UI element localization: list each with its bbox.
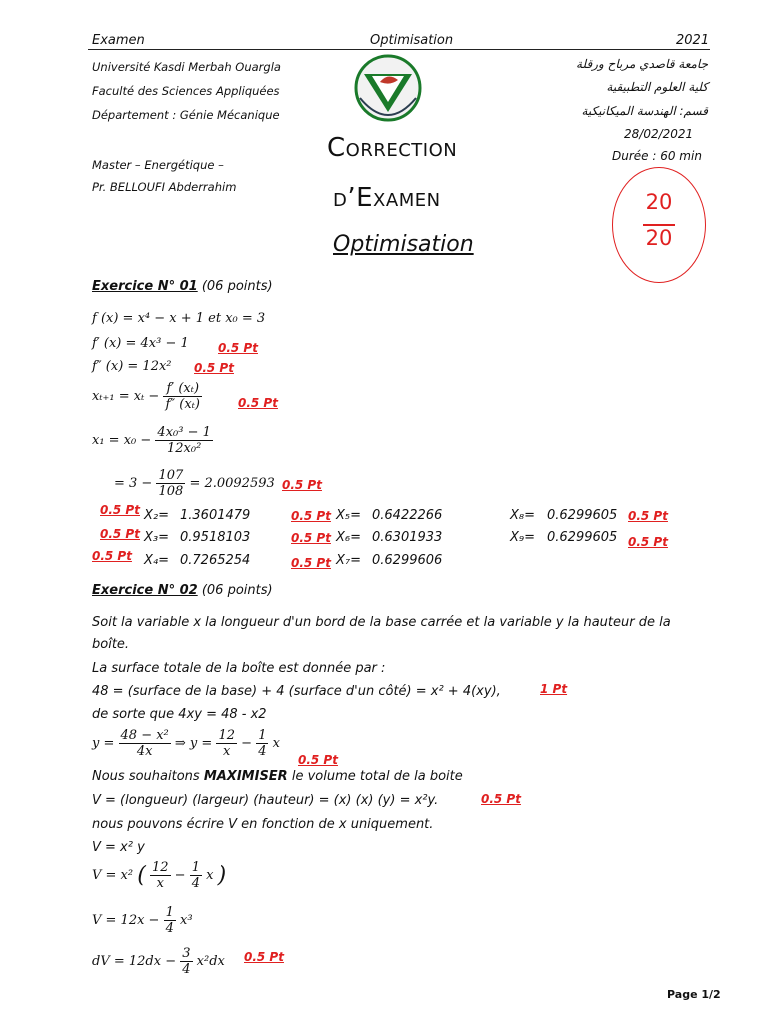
pt-x3: 0.5 Pt — [100, 527, 140, 541]
ex2-4xy: de sorte que 4xy = 48 - x2 — [92, 707, 267, 722]
pt-x5: 0.5 Pt — [291, 509, 331, 523]
iter-x9-label: X₉= — [510, 530, 536, 545]
y-end: x — [272, 736, 280, 751]
ex1-function: f (x) = x⁴ − x + 1 et x₀ = 3 — [92, 311, 266, 326]
iter-x5-label: X₅= — [336, 508, 362, 523]
x1-eq-pre: = 3 − — [114, 476, 153, 491]
y-den3: 4 — [258, 744, 267, 759]
ex2-paragraph2: La surface totale de la boîte est donnée par : — [92, 661, 386, 676]
v2-den: 4 — [165, 921, 174, 936]
score-numerator: 20 — [645, 190, 673, 214]
title-correction: Correction — [327, 133, 458, 163]
y-den2: x — [216, 743, 237, 759]
faculty-name-ar: كلية العلوم التطبيقية — [606, 80, 708, 94]
ex1-newton-formula — [92, 381, 202, 412]
newton-fraction — [163, 381, 201, 412]
ex2-v-of-x: nous pouvons écrire V en fonction de x uniquement. — [92, 817, 434, 832]
v1-num2: 1 — [191, 860, 200, 875]
ex1-x1-formula — [92, 425, 213, 456]
v1-den1: x — [150, 875, 171, 891]
professor-name: Pr. BELLOUFI Abderrahim — [92, 180, 237, 194]
ex1-second-derivative: f″ (x) = 12x² — [92, 359, 172, 374]
v2-num: 1 — [165, 905, 174, 920]
pt-newton: 0.5 Pt — [238, 396, 278, 410]
v1-minus: − — [174, 868, 186, 883]
iter-x7-value: 0.6299606 — [372, 553, 443, 568]
maximiser-post: le volume total de la boite — [291, 769, 463, 784]
v1-den2: 4 — [191, 876, 200, 891]
ex2-maximiser — [92, 766, 463, 788]
exam-duration: Durée : 60 min — [612, 149, 702, 163]
dv-num: 3 — [182, 946, 191, 961]
exercise2-heading — [92, 583, 273, 598]
master-program: Master – Energétique – — [92, 158, 224, 172]
department-name-ar: قسم: الهندسة الميكانيكية — [581, 104, 708, 118]
iter-x4-value: 0.7265254 — [180, 553, 251, 568]
header-rule — [88, 49, 710, 50]
title-subject: Optimisation — [333, 232, 474, 257]
x1-fraction — [155, 425, 212, 456]
iter-x3-value: 0.9518103 — [180, 530, 251, 545]
exercise1-points: (06 points) — [201, 279, 273, 294]
v1-x: x — [206, 868, 214, 883]
x1-denominator: 12x₀² — [155, 440, 212, 456]
pt-x4: 0.5 Pt — [92, 549, 132, 563]
exercise1-label: Exercice N° 01 — [92, 279, 198, 294]
maximiser-pre: Nous souhaitons — [92, 769, 200, 784]
exercise2-label: Exercice N° 02 — [92, 583, 198, 598]
x1-fraction2 — [156, 468, 185, 499]
iter-x8-value: 0.6299605 — [547, 508, 618, 523]
iter-x3-label: X₃= — [144, 530, 170, 545]
x1-denominator2: 108 — [158, 484, 184, 499]
ex1-first-derivative: f′ (x) = 4x³ − 1 — [92, 336, 189, 351]
y-lhs: y = — [92, 736, 115, 751]
ex2-dv — [92, 946, 225, 977]
v2-lhs: V = 12x − — [92, 913, 160, 928]
title-examen: d’Examen — [333, 183, 441, 213]
pt-x2: 0.5 Pt — [100, 503, 140, 517]
y-num1: 48 − x² — [120, 728, 169, 743]
exercise2-points: (06 points) — [201, 583, 273, 598]
x1-numerator: 4x₀³ − 1 — [157, 425, 211, 440]
ex2-volume: V = (longueur) (largeur) (hauteur) = (x) (x) (y) = x²y. — [92, 793, 439, 808]
newton-lhs: xₜ₊₁ = xₜ − — [92, 389, 160, 404]
university-name-ar: جامعة قاصدي مرباح ورقلة — [576, 57, 708, 71]
pt-x7: 0.5 Pt — [291, 556, 331, 570]
header-subject: Optimisation — [370, 33, 454, 48]
iter-x9-value: 0.6299605 — [547, 530, 618, 545]
v2-fraction — [164, 905, 176, 936]
header-year: 2021 — [676, 33, 710, 48]
iter-x5-value: 0.6422266 — [372, 508, 443, 523]
dv-lhs: dV = 12dx − — [92, 954, 177, 969]
page-number: Page 1/2 — [667, 988, 721, 1001]
ex2-paragraph1: Soit la variable x la longueur d'un bord de la base carrée et la variable y la hauteur de la — [92, 615, 671, 630]
exam-date: 28/02/2021 — [624, 127, 694, 141]
pt-dv: 0.5 Pt — [244, 950, 284, 964]
dv-fraction — [180, 946, 192, 977]
x1-numerator2: 107 — [158, 468, 184, 483]
iter-x2-label: X₂= — [144, 508, 170, 523]
pt-x6: 0.5 Pt — [291, 531, 331, 545]
y-fraction1 — [119, 728, 171, 759]
ex2-v-expanded — [92, 905, 193, 936]
pt-f2: 0.5 Pt — [194, 361, 234, 375]
y-num3: 1 — [258, 728, 267, 743]
v1-close-paren: ) — [217, 863, 227, 888]
ex2-v-x2y: V = x² y — [92, 840, 145, 855]
pt-y: 0.5 Pt — [298, 753, 338, 767]
v1-fraction1 — [150, 860, 171, 891]
pt-f1: 0.5 Pt — [218, 341, 258, 355]
y-fraction2 — [216, 728, 237, 759]
iter-x6-value: 0.6301933 — [372, 530, 443, 545]
v2-end: x³ — [180, 913, 193, 928]
v1-open-paren: ( — [137, 863, 146, 888]
x1-lhs: x₁ = x₀ − — [92, 433, 152, 448]
ex2-y-expression — [92, 728, 280, 759]
v1-fraction2 — [190, 860, 202, 891]
pt-x1: 0.5 Pt — [282, 478, 322, 492]
dv-end: x²dx — [196, 954, 225, 969]
ex2-paragraph1b: boîte. — [92, 637, 130, 652]
pt-x9: 0.5 Pt — [628, 535, 668, 549]
ex1-x1-value — [114, 468, 275, 499]
ex2-v-substituted — [92, 860, 226, 891]
iter-x4-label: X₄= — [144, 553, 170, 568]
ex2-surface-equation: 48 = (surface de la base) + 4 (surface d'un côté) = x² + 4(xy), — [92, 684, 501, 699]
university-logo — [340, 52, 436, 128]
exercise1-heading — [92, 279, 273, 294]
v1-num1: 12 — [151, 860, 169, 875]
score-circle — [612, 167, 706, 283]
y-fraction3 — [256, 728, 268, 759]
newton-numerator: f′ (xₜ) — [166, 381, 200, 396]
pt-x8: 0.5 Pt — [628, 509, 668, 523]
header-exam-label: Examen — [92, 33, 145, 48]
maximiser-bold: MAXIMISER — [203, 769, 288, 784]
score-denominator: 20 — [645, 226, 673, 250]
iter-x7-label: X₇= — [336, 553, 362, 568]
y-num2: 12 — [218, 728, 235, 743]
y-den1: 4x — [119, 743, 171, 759]
y-minus: − — [241, 736, 253, 751]
y-implies: ⇒ y = — [174, 736, 213, 751]
newton-denominator: f″ (xₜ) — [165, 397, 200, 412]
iter-x2-value: 1.3601479 — [180, 508, 251, 523]
iter-x6-label: X₆= — [336, 530, 362, 545]
v1-lhs: V = x² — [92, 868, 134, 883]
university-name: Université Kasdi Merbah Ouargla — [92, 60, 281, 74]
department-name: Département : Génie Mécanique — [92, 108, 280, 122]
dv-den: 4 — [182, 962, 191, 977]
pt-surface: 1 Pt — [540, 682, 568, 696]
faculty-name: Faculté des Sciences Appliquées — [92, 84, 280, 98]
pt-volume: 0.5 Pt — [481, 792, 521, 806]
x1-eq-post: = 2.0092593 — [189, 476, 275, 491]
iter-x8-label: X₈= — [510, 508, 536, 523]
